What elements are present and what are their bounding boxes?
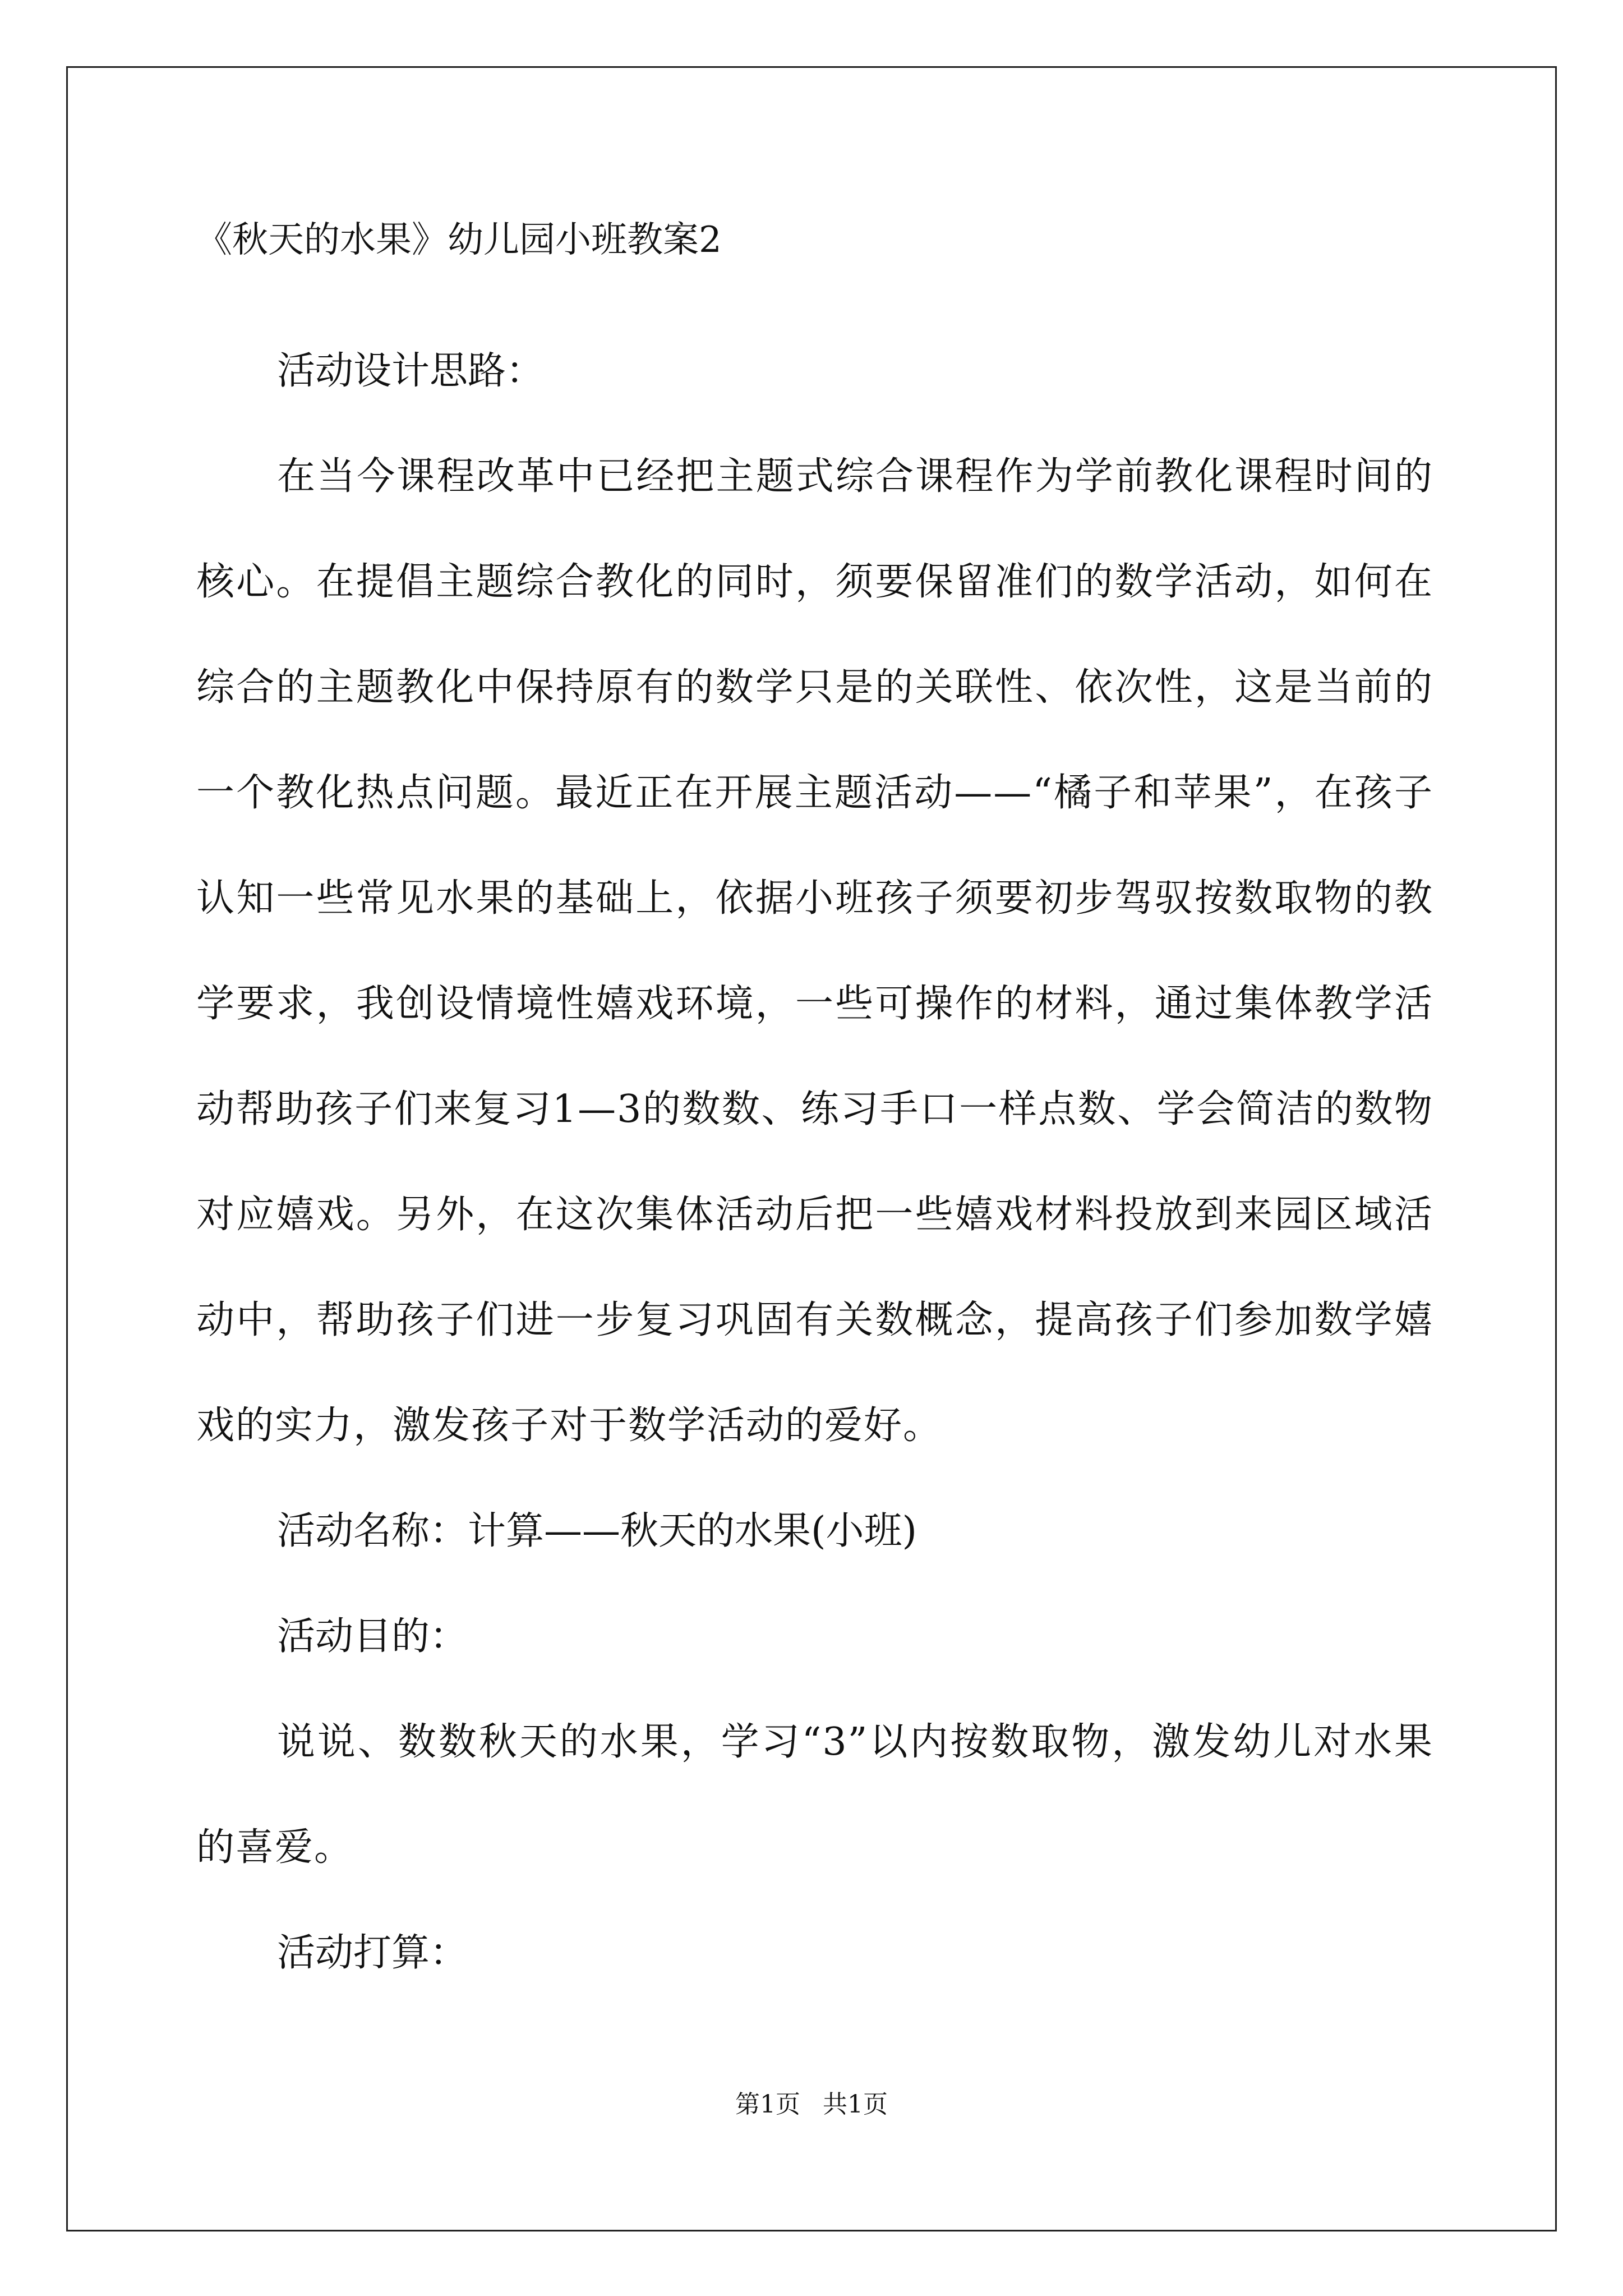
section-heading-activity-name: 活动名称：计算——秋天的水果(小班) bbox=[277, 1509, 917, 1553]
section-heading-design-idea: 活动设计思路： bbox=[277, 349, 545, 393]
section-heading-activity-prep: 活动打算： bbox=[277, 1931, 468, 1975]
paragraph-activity-goal: 说说、数数秋天的水果，学习“3”以内按数取物，激发幼儿对水果的喜爱。 bbox=[196, 1720, 1433, 1870]
section-heading-activity-goal: 活动目的： bbox=[277, 1614, 468, 1659]
paragraph-design-idea: 在当今课程改革中已经把主题式综合课程作为学前教化课程时间的核心。在提倡主题综合教化的同时，须要保留准们的数学活动，如何在综合的主题教化中保持原有的数学只是的关联性、依次性，这是当前的一个教化热点问题。最近正在开展主题活动——“橘子和苹果”，在孩子认知一些常见水果的基础上，依据小班孩子须要初步驾驭按数取物的教学要求，我创设情境性嬉戏环境，一些可操作的材料，通过集体教学活动帮助孩子们来复习1—3的数数、练习手口一样点数、学会简洁的数物对应嬉戏。另外，在这次集体活动后把一些嬉戏材料投放到来园区域活动中，帮助孩子们进一步复习巩固有关数概念，提高孩子们参加数学嬉戏的实力，激发孩子对于数学活动的爱好。 bbox=[196, 454, 1433, 1448]
page-number-total: 共1页 bbox=[823, 2090, 888, 2119]
document-body bbox=[196, 213, 1433, 2006]
page-number-current: 第1页 bbox=[735, 2090, 800, 2119]
page-footer bbox=[0, 2088, 1623, 2122]
document-title: 《秋天的水果》幼儿园小班教案2 bbox=[196, 219, 722, 261]
